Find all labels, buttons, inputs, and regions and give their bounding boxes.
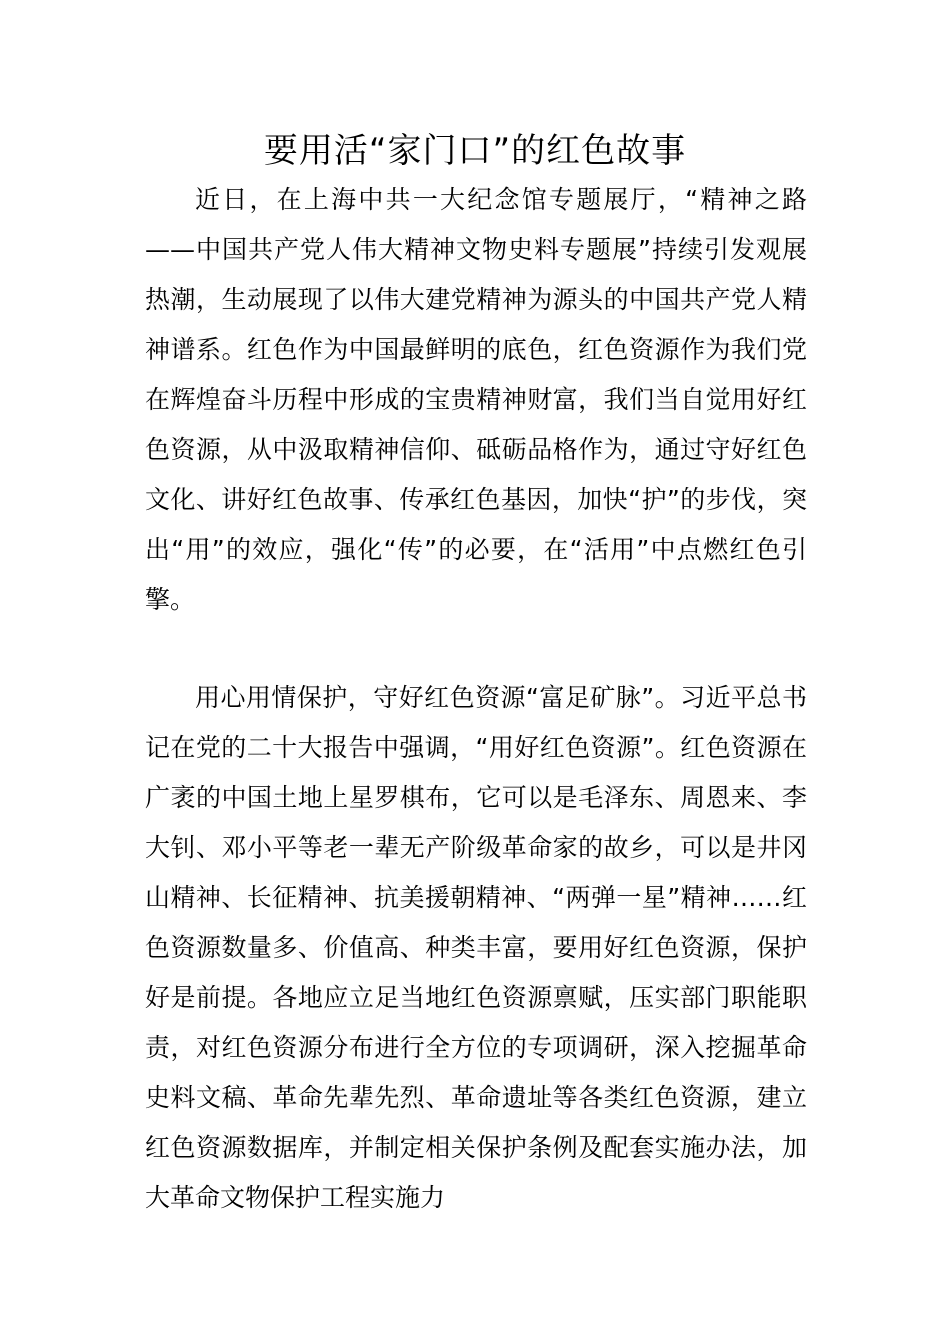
paragraph-2: 用心用情保护，守好红色资源“富足矿脉”。习近平总书记在党的二十大报告中强调，“用好红色资源”。红色资源在广袤的中国土地上星罗棋布，它可以是毛泽东、周恩来、李大钊、邓小平等老一辈无产阶级革命家的故乡，可以是井冈山精神、长征精神、抗美援朝精神、“两弹一星”精神……红色资源数量多、价值高、种类丰富，要用好红色资源，保护好是前提。各地应立足当地红色资源禀赋，压实部门职能职责，对红色资源分布进行全方位的专项调研，深入挖掘革命史料文稿、革命先辈先烈、革命遗址等各类红色资源，建立红色资源数据库，并制定相关保护条例及配套实施办法，加大革命文物保护工程实施力 xyxy=(145,683,807,1212)
paragraph-1: 近日，在上海中共一大纪念馆专题展厅，“精神之路——中国共产党人伟大精神文物史料专题展”持续引发观展热潮，生动展现了以伟大建党精神为源头的中国共产党人精神谱系。红色作为中国最鲜明的底色，红色资源作为我们党在辉煌奋斗历程中形成的宝贵精神财富，我们当自觉用好红色资源，从中汲取精神信仰、砥砺品格作为，通过守好红色文化、讲好红色故事、传承红色基因，加快“护”的步伐，突出“用”的效应，强化“传”的必要，在“活用”中点燃红色引擎。 xyxy=(145,185,807,614)
document-title: 要用活“家门口”的红色故事 xyxy=(263,131,687,171)
